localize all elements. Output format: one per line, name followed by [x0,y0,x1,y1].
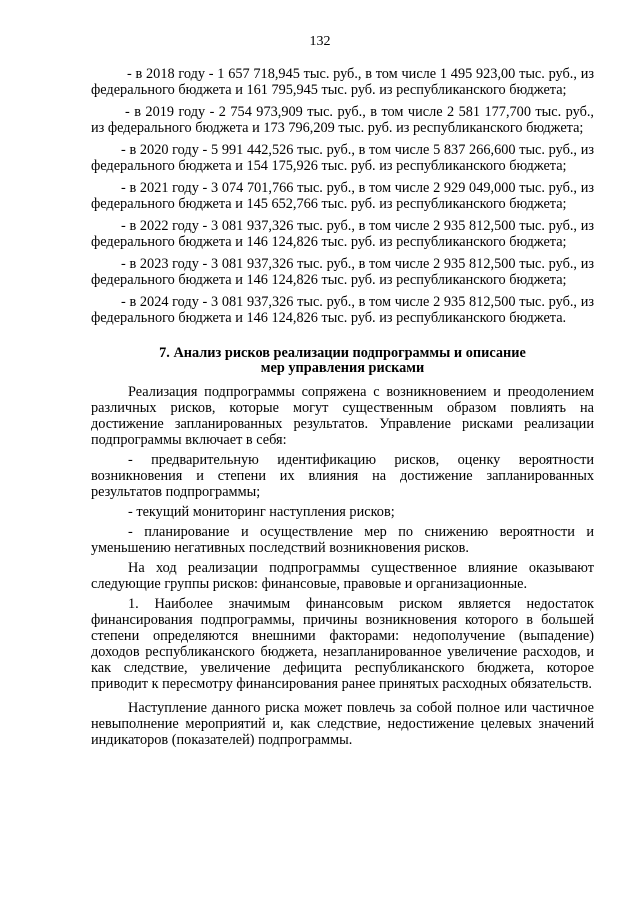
funding-item-2024: - в 2024 году - 3 081 937,326 тыс. руб., в том числе 2 935 812,500 тыс. руб., из федерального бюджета и 146 124,826 тыс. руб. из республиканского бюджета. [91,294,594,326]
paragraph-risk-groups: На ход реализации подпрограммы существенное влияние оказывают следующие группы рисков: финансовые, правовые и организационные. [91,560,594,592]
section-heading [91,346,594,376]
page-number: 132 [309,34,331,49]
paragraph-risk-intro: Реализация подпрограммы сопряжена с возникновением и преодолением различных рисков, которые могут существенным образом повлиять на достижение запланированных результатов. Управление рисками реализации подпрограммы включает в себя: [91,384,594,448]
funding-item-2018: - в 2018 году - 1 657 718,945 тыс. руб., в том числе 1 495 923,00 тыс. руб., из федерального бюджета и 161 795,945 тыс. руб. из республиканского бюджета; [91,66,594,98]
funding-item-2019: - в 2019 году - 2 754 973,909 тыс. руб., в том числе 2 581 177,700 тыс. руб., из федерального бюджета и 173 796,209 тыс. руб. из республиканского бюджета; [91,104,594,136]
list-item-identification: - предварительную идентификацию рисков, оценку вероятности возникновения и степени их влияния на достижение запланированных результатов подпрограммы; [91,452,594,500]
funding-item-2023: - в 2023 году - 3 081 937,326 тыс. руб., в том числе 2 935 812,500 тыс. руб., из федерального бюджета и 146 124,826 тыс. руб. из республиканского бюджета; [91,256,594,288]
funding-item-2022: - в 2022 году - 3 081 937,326 тыс. руб., в том числе 2 935 812,500 тыс. руб., из федерального бюджета и 146 124,826 тыс. руб. из республиканского бюджета; [91,218,594,250]
list-item-planning: - планирование и осуществление мер по снижению вероятности и уменьшению негативных последствий возникновения рисков. [91,524,594,556]
paragraph-consequences: Наступление данного риска может повлечь за собой полное или частичное невыполнение мероприятий и, как следствие, недостижение целевых значений индикаторов (показателей) подпрограммы. [91,700,594,748]
section-heading-line-2: мер управления рисками [260,360,425,376]
list-item-monitoring: - текущий мониторинг наступления рисков; [128,504,395,520]
section-heading-line-1: 7. Анализ рисков реализации подпрограммы и описание [159,345,526,361]
funding-list [91,66,594,326]
funding-item-2021: - в 2021 году - 3 074 701,766 тыс. руб., в том числе 2 929 049,000 тыс. руб., из федерального бюджета и 145 652,766 тыс. руб. из республиканского бюджета; [91,180,594,212]
document-body [91,66,594,748]
paragraph-financial-risk: 1. Наиболее значимым финансовым риском является недостаток финансирования подпрограммы, причины возникновения которого в большей степени определяются внешними факторами: недополучение (выпадение) доходов республиканского бюджета, незапланированное увеличение расходов, и как следствие, увеличение дефицита республиканского бюджета, которое приводит к пересмотру финансирования ранее принятых расходных обязательств. [91,596,594,692]
section-text [91,384,594,748]
funding-item-2020: - в 2020 году - 5 991 442,526 тыс. руб., в том числе 5 837 266,600 тыс. руб., из федерального бюджета и 154 175,926 тыс. руб. из республиканского бюджета; [91,142,594,174]
